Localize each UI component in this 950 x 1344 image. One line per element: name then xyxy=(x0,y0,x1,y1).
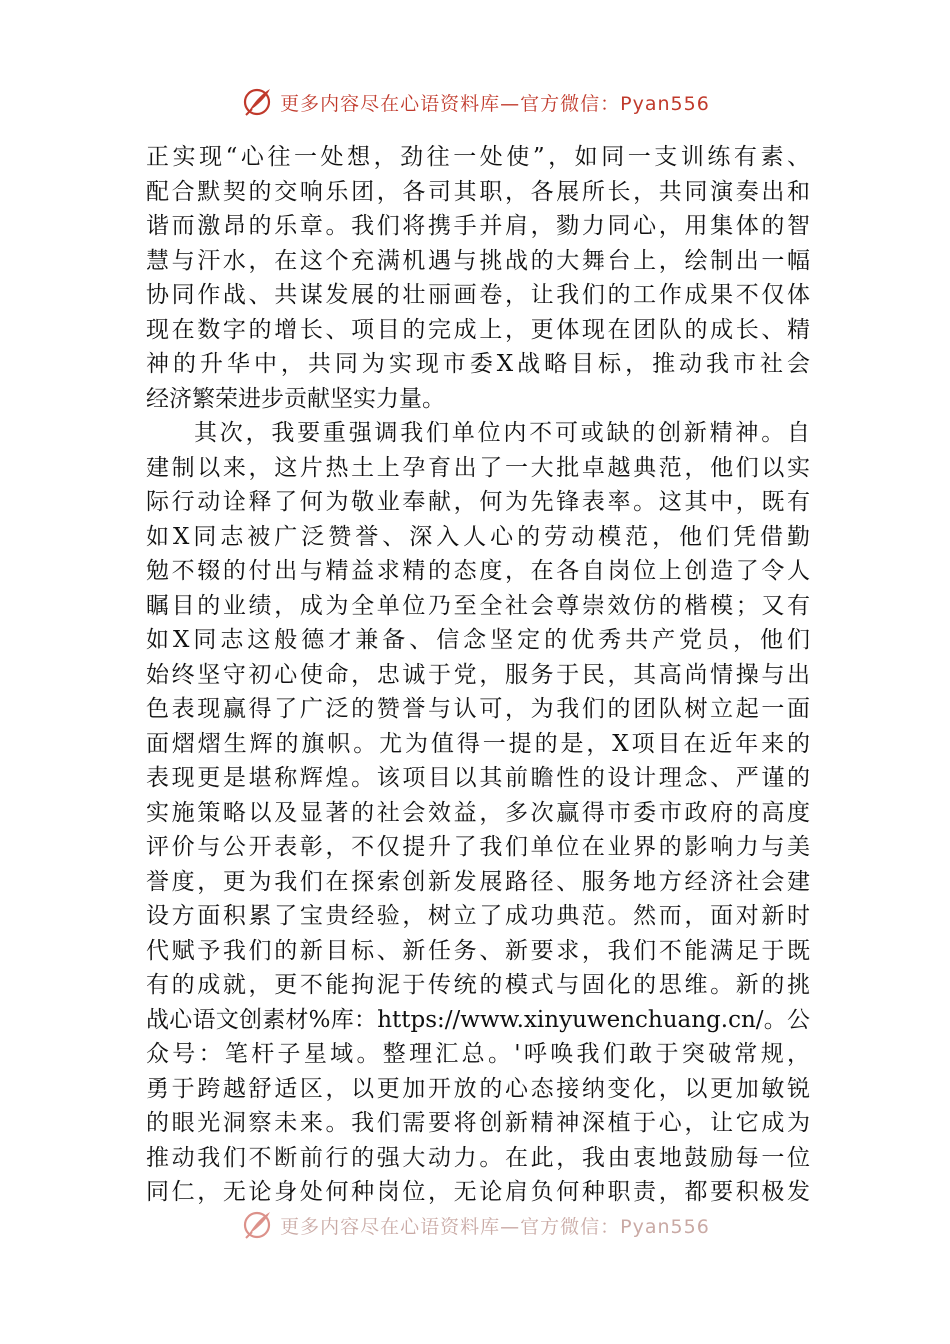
text-line: 配合默契的交响乐团，各司其职，各展所长，共同演奏出和 xyxy=(146,178,810,205)
text-line: 谐而激昂的乐章。我们将携手并肩，勠力同心，用集体的智 xyxy=(146,213,810,239)
text-line: 始终坚守初心使命，忠诚于党，服务于民，其高尚情操与出 xyxy=(146,661,810,688)
text-line: 有的成就，更不能拘泥于传统的模式与固化的思维。新的挑 xyxy=(146,972,810,998)
text-line: 面熠熠生辉的旗帜。尤为值得一提的是，X项目在近年来的 xyxy=(146,730,810,757)
text-line: 经济繁荣进步贡献坚实力量。 xyxy=(146,385,445,412)
text-line: 协同作战、共谋发展的壮丽画卷，让我们的工作成果不仅体 xyxy=(146,282,810,308)
text-line: 同仁，无论身处何种岗位，无论肩负何种职责，都要积极发 xyxy=(146,1179,810,1205)
text-line: 代赋予我们的新目标、新任务、新要求，我们不能满足于既 xyxy=(146,937,810,964)
paragraph-start-line: 其次，我要重强调我们单位内不可或缺的创新精神。自 xyxy=(194,420,810,446)
text-line: 战心语文创素材%库：https://www.xinyuwenchuang.cn/。公 xyxy=(146,1006,810,1033)
text-line: 众号：笔杆子星域。整理汇总。'呼唤我们敢于突破常规， xyxy=(146,1041,810,1067)
text-line: 勇于跨越舒适区，以更加开放的心态接纳变化，以更加敏锐 xyxy=(146,1075,810,1102)
text-line: 如X同志这般德才兼备、信念坚定的优秀共产党员，他们 xyxy=(146,627,810,653)
text-line: 实施策略以及显著的社会效益，多次赢得市委市政府的高度 xyxy=(146,799,810,826)
document-body xyxy=(146,140,810,1210)
text-line: 际行动诠释了何为敬业奉献，何为先锋表率。这其中，既有 xyxy=(146,489,810,515)
quill-logo-icon xyxy=(240,1208,274,1242)
text-line: 誉度，更为我们在探索创新发展路径、服务地方经济社会建 xyxy=(146,868,810,895)
footer-watermark xyxy=(0,1205,950,1245)
text-line: 如X同志被广泛赞誉、深入人心的劳动模范，他们凭借勤 xyxy=(146,523,810,550)
text-line: 设方面积累了宝贵经验，树立了成功典范。然而，面对新时 xyxy=(146,903,810,929)
text-line: 慧与汗水，在这个充满机遇与挑战的大舞台上，绘制出一幅 xyxy=(146,247,810,274)
text-line: 表现更是堪称辉煌。该项目以其前瞻性的设计理念、严谨的 xyxy=(146,765,810,791)
text-line: 勉不辍的付出与精益求精的态度，在各自岗位上创造了令人 xyxy=(146,558,810,584)
text-line: 现在数字的增长、项目的完成上，更体现在团队的成长、精 xyxy=(146,316,810,343)
quill-logo-icon xyxy=(240,85,274,119)
footer-watermark-text: 更多内容尽在心语资料库—官方微信：Pyan556 xyxy=(280,1215,710,1238)
text-line: 瞩目的业绩，成为全单位乃至全社会尊崇效仿的楷模；又有 xyxy=(146,592,810,619)
text-line: 推动我们不断前行的强大动力。在此，我由衷地鼓励每一位 xyxy=(146,1144,810,1171)
text-line: 色表现赢得了广泛的赞誉与认可，为我们的团队树立起一面 xyxy=(146,696,810,722)
text-line: 神的升华中，共同为实现市委X战略目标，推动我市社会 xyxy=(146,351,810,377)
text-line: 的眼光洞察未来。我们需要将创新精神深植于心，让它成为 xyxy=(146,1110,810,1136)
text-line: 评价与公开表彰，不仅提升了我们单位在业界的影响力与美 xyxy=(146,834,810,860)
header-watermark xyxy=(0,82,950,122)
text-line: 正实现“心往一处想，劲往一处使”，如同一支训练有素、 xyxy=(146,144,810,170)
text-line: 建制以来，这片热土上孕育出了一大批卓越典范，他们以实 xyxy=(146,454,810,481)
header-watermark-text: 更多内容尽在心语资料库—官方微信：Pyan556 xyxy=(280,92,710,115)
